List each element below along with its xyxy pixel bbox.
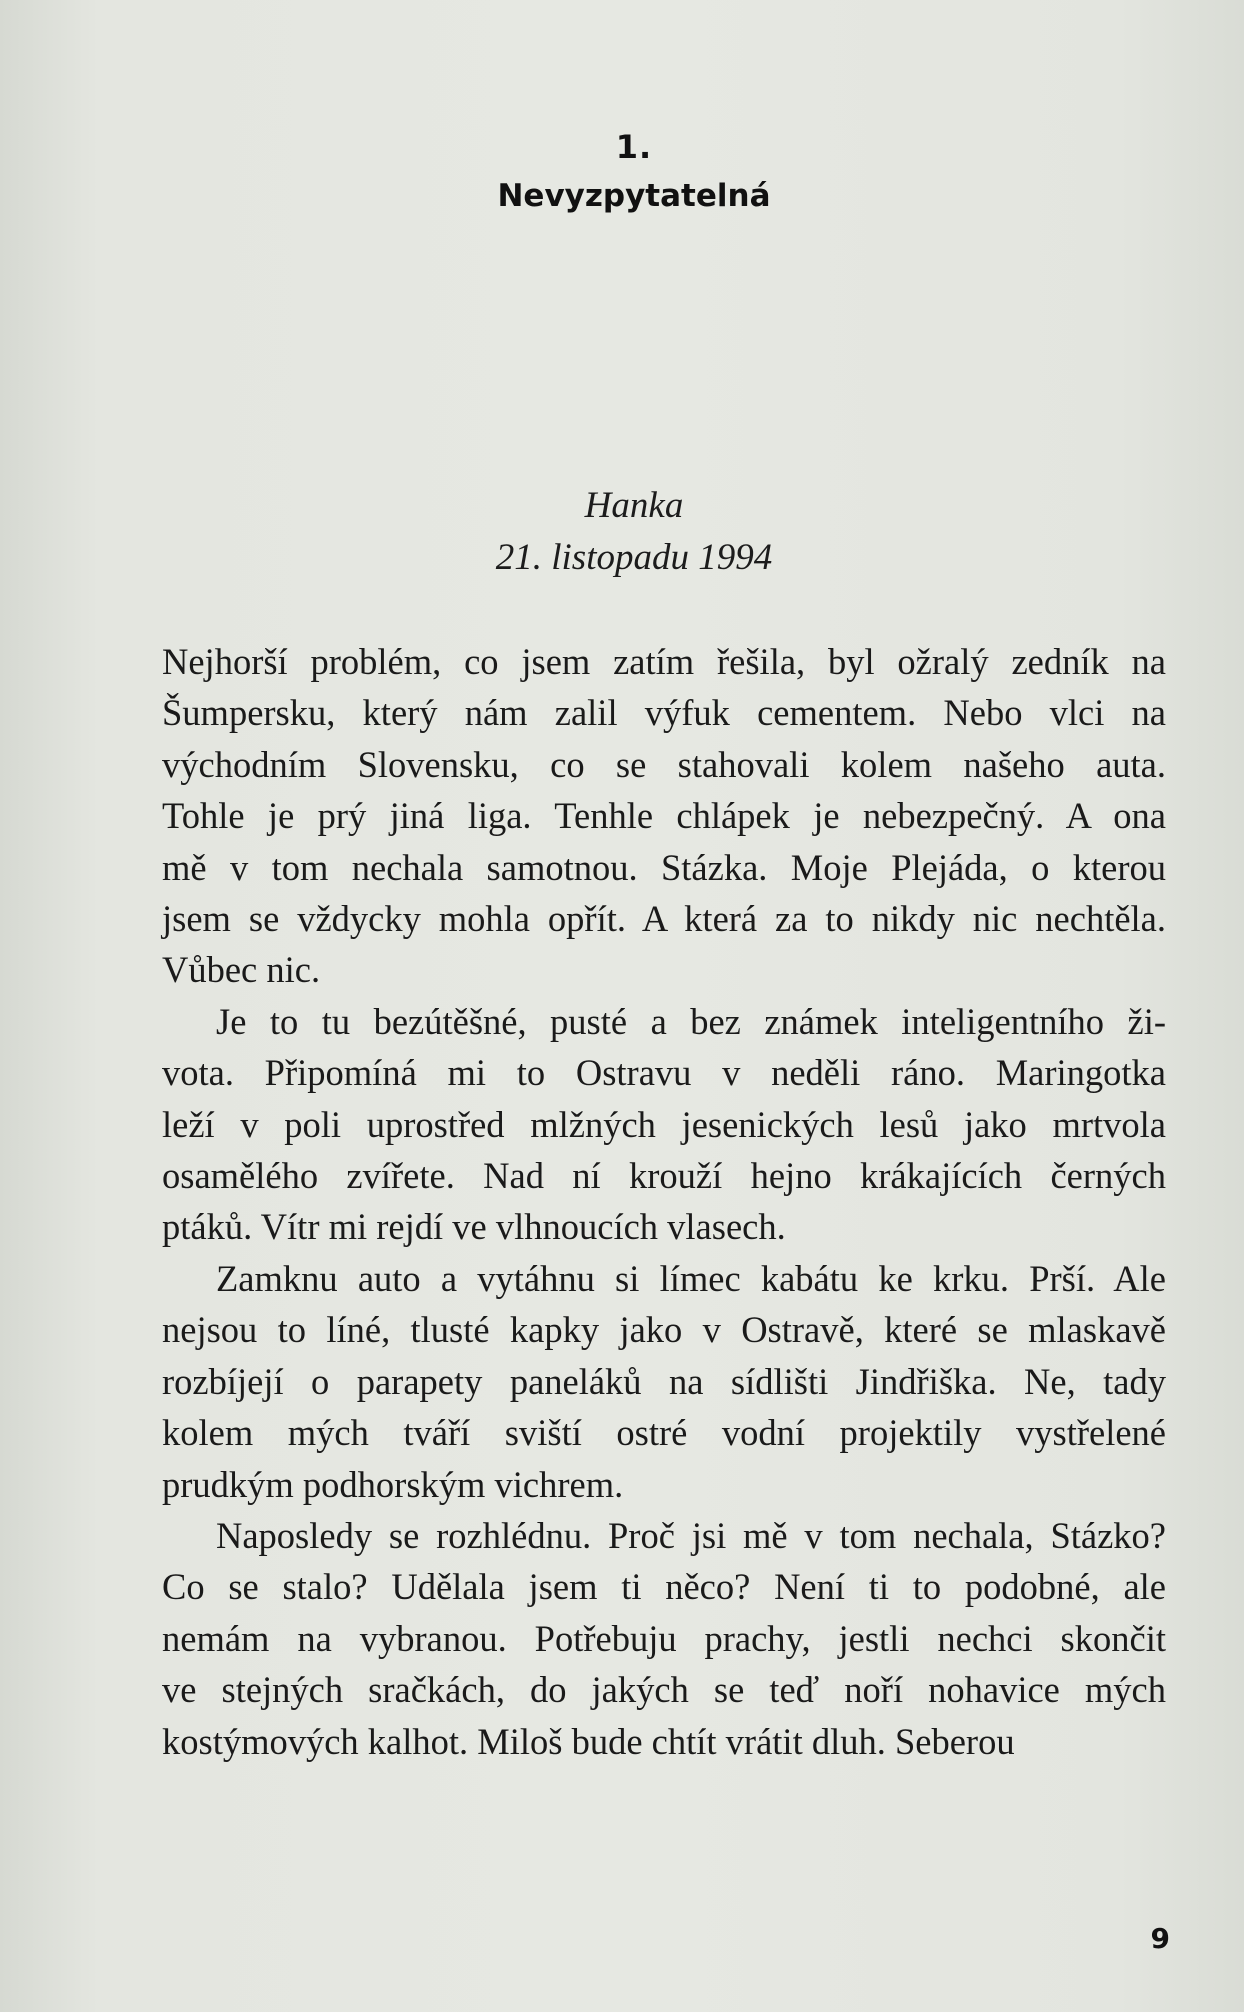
- text-line: kolem mých tváří sviští ostré vodní projektily vystřelené: [162, 1412, 1166, 1454]
- text-line: jsem se vždycky mohla opřít. A která za to nikdy nic nechtěla.: [162, 898, 1166, 940]
- text-line: Vůbec nic.: [162, 949, 321, 991]
- paragraph: [162, 1253, 1166, 1510]
- text-line: nemám na vybranou. Potřebuju prachy, jestli nechci skončit: [162, 1617, 1166, 1659]
- text-line: Je to tu bezútěšné, pusté a bez známek inteligentního ži-: [216, 1000, 1166, 1042]
- paragraph: [162, 996, 1166, 1253]
- text-line: rozbíjejí o parapety paneláků na sídlišti Jindřiška. Ne, tady: [162, 1360, 1166, 1402]
- text-line: kostýmových kalhot. Miloš bude chtít vrátit dluh. Seberou: [162, 1720, 1015, 1762]
- section-narrator: Hanka: [584, 485, 684, 526]
- text-line: Tohle je prý jiná liga. Tenhle chlápek je nebezpečný. A ona: [162, 795, 1166, 837]
- text-line: Naposledy se rozhlédnu. Proč jsi mě v tom nechala, Stázko?: [216, 1514, 1166, 1556]
- text-line: Co se stalo? Udělala jsem ti něco? Není ti to podobné, ale: [162, 1566, 1166, 1608]
- text-line: mě v tom nechala samotnou. Stázka. Moje Plejáda, o kterou: [162, 846, 1166, 888]
- text-line: ptáků. Vítr mi rejdí ve vlhnoucích vlasech.: [162, 1206, 786, 1248]
- chapter-number: 1.: [615, 128, 653, 166]
- text-line: nejsou to líné, tlusté kapky jako v Ostravě, které se mlaskavě: [162, 1309, 1166, 1351]
- page-number: 9: [1150, 1922, 1170, 1955]
- text-line: ve stejných sračkách, do jakých se teď noří nohavice mých: [162, 1669, 1166, 1711]
- text-line: prudkým podhorským vichrem.: [162, 1463, 624, 1505]
- section-date: 21. listopadu 1994: [495, 537, 773, 578]
- text-line: leží v poli uprostřed mlžných jesenických lesů jako mrtvola: [162, 1103, 1166, 1145]
- paragraph: [162, 636, 1166, 996]
- text-line: Nejhorší problém, co jsem zatím řešila, byl ožralý zedník na: [162, 641, 1166, 682]
- paragraph: [162, 1510, 1166, 1767]
- text-line: Šumpersku, který nám zalil výfuk cementem. Nebo vlci na: [162, 692, 1166, 734]
- text-line: Zamknu auto a vytáhnu si límec kabátu ke krku. Prší. Ale: [216, 1257, 1166, 1299]
- text-line: východním Slovensku, co se stahovali kolem našeho auta.: [162, 743, 1166, 785]
- text-line: osamělého zvířete. Nad ní krouží hejno krákajících černých: [162, 1155, 1166, 1197]
- chapter-title: Nevyzpytatelná: [497, 178, 771, 214]
- body-text: [162, 636, 1166, 1767]
- text-line: vota. Připomíná mi to Ostravu v neděli ráno. Maringotka: [162, 1052, 1166, 1094]
